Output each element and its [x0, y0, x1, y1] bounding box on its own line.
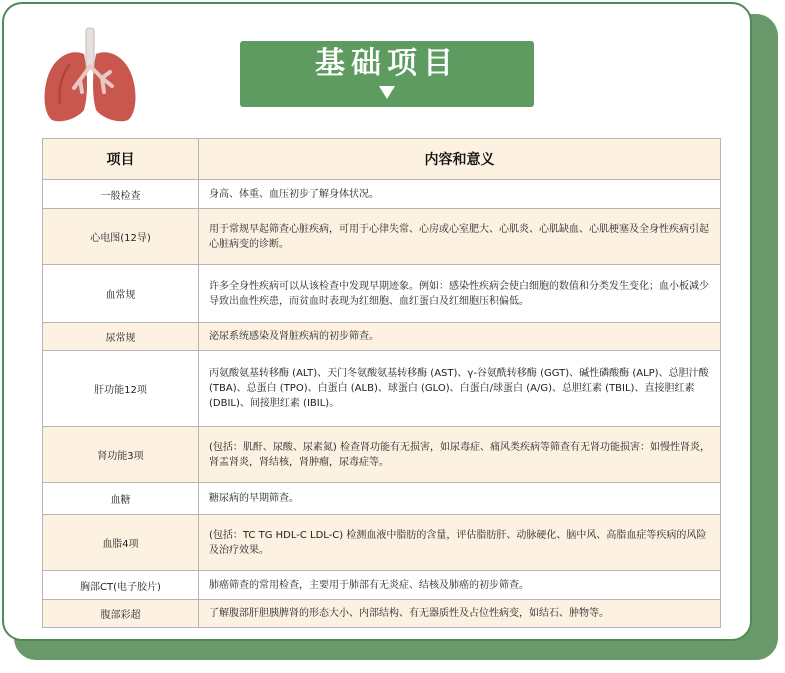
header-item: 项目 [43, 139, 199, 180]
table-row [43, 515, 721, 571]
row-desc: 丙氨酸氨基转移酶 (ALT)、天门冬氨酸氨基转移酶 (AST)、γ-谷氨酰转移酶 (GGT)、碱性磷酸酶 (ALP)、总胆汁酸 (TBA)、总蛋白 (TPO)、白蛋白 (ALB)、球蛋白 (GLO)、白蛋白/球蛋白 (A/G)、总胆红素 (TBIL)、直接胆红素 (DBIL)、间接胆红素 (IBIL)。 [199, 351, 721, 427]
table-row [43, 209, 721, 265]
section-banner [240, 41, 534, 107]
down-arrow-icon [379, 86, 395, 99]
row-name: 血常规 [43, 265, 199, 323]
row-name: 尿常规 [43, 323, 199, 351]
content-card [2, 2, 752, 641]
row-desc: 用于常规早起筛查心脏疾病，可用于心律失常、心房或心室肥大、心肌炎、心肌缺血、心肌梗塞及全身性疾病引起心脏病变的诊断。 [199, 209, 721, 265]
table-row [43, 351, 721, 427]
table-row [43, 600, 721, 628]
row-name: 肾功能3项 [43, 427, 199, 483]
row-name: 胸部CT(电子胶片) [43, 571, 199, 600]
row-name: 一般检查 [43, 180, 199, 209]
table-row [43, 180, 721, 209]
table-header-row [43, 139, 721, 180]
banner-title: 基础项目 [315, 46, 459, 81]
row-name: 心电图(12导) [43, 209, 199, 265]
row-name: 血脂4项 [43, 515, 199, 571]
table-row [43, 483, 721, 515]
row-desc: 泌尿系统感染及肾脏疾病的初步筛查。 [199, 323, 721, 351]
row-desc: 糖尿病的早期筛查。 [199, 483, 721, 515]
row-name: 血糖 [43, 483, 199, 515]
table-row [43, 427, 721, 483]
table-row [43, 323, 721, 351]
row-desc: (包括：肌酐、尿酸、尿素氮) 检查肾功能有无损害，如尿毒症、痛风类疾病等筛查有无肾功能损害：如慢性肾炎，肾盂肾炎，肾结核，肾肿瘤，尿毒症等。 [199, 427, 721, 483]
row-desc: 许多全身性疾病可以从该检查中发现早期迹象。例如：感染性疾病会使白细胞的数值和分类发生变化；血小板减少导致出血性疾患，而贫血时表现为红细胞、血红蛋白及红细胞压积偏低。 [199, 265, 721, 323]
row-desc: 了解腹部肝胆胰脾肾的形态大小、内部结构、有无器质性及占位性病变，如结石、肿物等。 [199, 600, 721, 628]
row-desc: 肺癌筛查的常用检查，主要用于肺部有无炎症、结核及肺癌的初步筛查。 [199, 571, 721, 600]
lungs-icon [40, 26, 140, 124]
table-row [43, 265, 721, 323]
row-desc: (包括：TC TG HDL-C LDL-C) 检测血液中脂肪的含量，评估脂肪肝、动脉硬化、脑中风、高脂血症等疾病的风险及治疗效果。 [199, 515, 721, 571]
row-name: 肝功能12项 [43, 351, 199, 427]
row-desc: 身高、体重、血压初步了解身体状况。 [199, 180, 721, 209]
header-content: 内容和意义 [199, 139, 721, 180]
row-name: 腹部彩超 [43, 600, 199, 628]
table-row [43, 571, 721, 600]
items-table [42, 138, 721, 628]
